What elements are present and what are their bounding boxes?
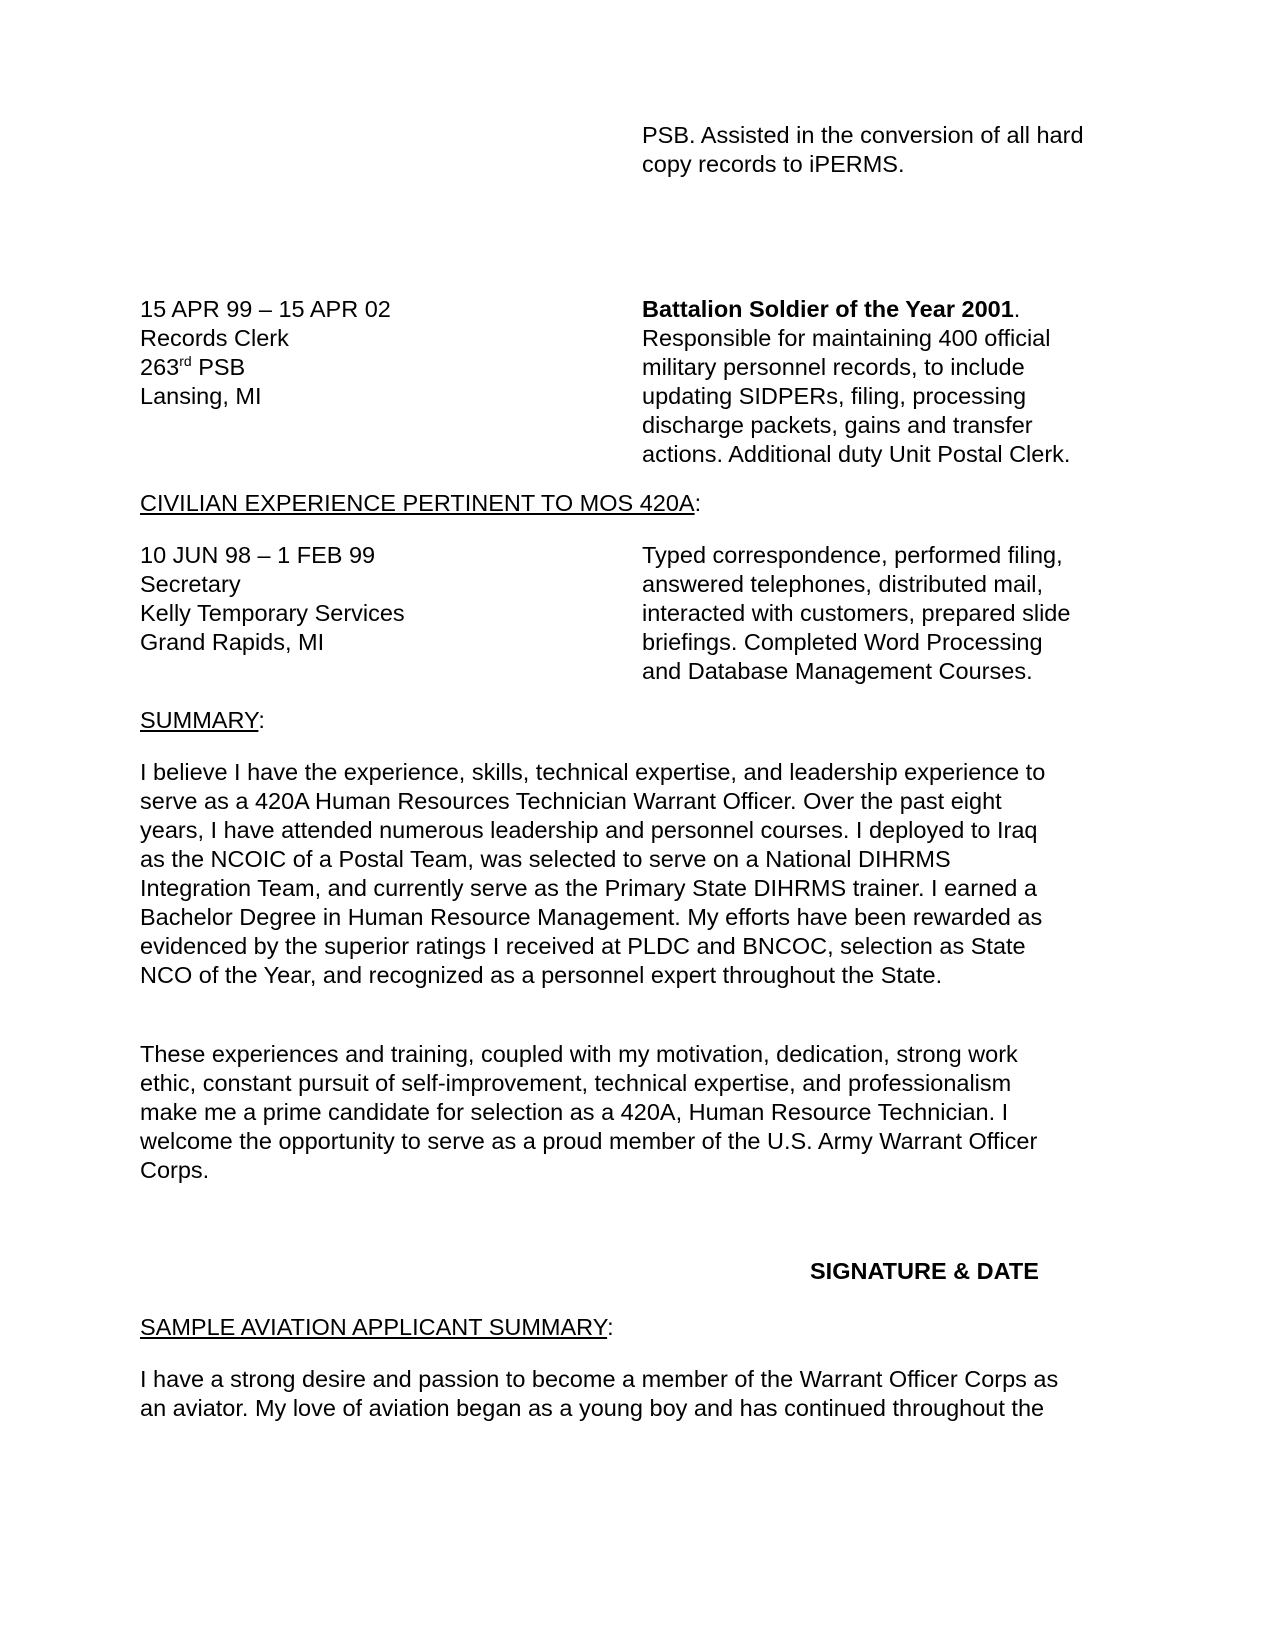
text-line: ethic, constant pursuit of self-improvement, technical expertise, and professionalism [140, 1070, 1012, 1096]
text-line: military personnel records, to include [642, 354, 1025, 380]
text-line: I believe I have the experience, skills, technical expertise, and leadership experience to [140, 759, 1046, 785]
aviation-summary-heading: SAMPLE AVIATION APPLICANT SUMMARY: [140, 1314, 614, 1340]
text-line: make me a prime candidate for selection as a 420A, Human Resource Technician. I [140, 1099, 1009, 1125]
text-line: NCO of the Year, and recognized as a personnel expert throughout the State. [140, 962, 943, 988]
text-line: as the NCOIC of a Postal Team, was selected to serve on a National DIHRMS [140, 846, 951, 872]
aviation-paragraph [140, 1365, 1140, 1423]
civilian-entry-details [140, 541, 580, 657]
entry-title: Records Clerk [140, 325, 289, 351]
text-line: These experiences and training, coupled with my motivation, dedication, strong work [140, 1041, 1018, 1067]
civilian-experience-heading: CIVILIAN EXPERIENCE PERTINENT TO MOS 420A: [140, 490, 702, 516]
text-line: welcome the opportunity to serve as a proud member of the U.S. Army Warrant Officer [140, 1128, 1038, 1154]
top-continuation-text [642, 121, 1162, 179]
text-line: evidenced by the superior ratings I received at PLDC and BNCOC, selection as State [140, 933, 1026, 959]
entry-unit: 263rd PSB [140, 353, 246, 380]
award-title: Battalion Soldier of the Year 2001 [642, 296, 1014, 322]
text-line: Typed correspondence, performed filing, [642, 542, 1063, 568]
summary-paragraph-2 [140, 1040, 1140, 1185]
text-line: interacted with customers, prepared slide [642, 600, 1071, 626]
entry-dates: 15 APR 99 – 15 APR 02 [140, 296, 391, 322]
text-line: copy records to iPERMS. [642, 151, 905, 177]
text-line: Integration Team, and currently serve as the Primary State DIHRMS trainer. I earned a [140, 875, 1037, 901]
entry-title: Secretary [140, 571, 241, 597]
entry-location: Lansing, MI [140, 383, 262, 409]
text-line: and Database Management Courses. [642, 658, 1033, 684]
text-line: discharge packets, gains and transfer [642, 412, 1033, 438]
text-line: serve as a 420A Human Resources Technician Warrant Officer. Over the past eight [140, 788, 1002, 814]
entry-dates: 10 JUN 98 – 1 FEB 99 [140, 542, 376, 568]
entry-employer: Kelly Temporary Services [140, 600, 405, 626]
entry-location: Grand Rapids, MI [140, 629, 325, 655]
award-line: Battalion Soldier of the Year 2001. [642, 296, 1021, 322]
text-line: Bachelor Degree in Human Resource Management. My efforts have been rewarded as [140, 904, 1043, 930]
summary-paragraph-1 [140, 758, 1140, 990]
text-line: Corps. [140, 1157, 210, 1183]
text-line: an aviator. My love of aviation began as a young boy and has continued throughout the [140, 1395, 1045, 1421]
text-line: I have a strong desire and passion to become a member of the Warrant Officer Corps as [140, 1366, 1059, 1392]
civilian-entry-description [642, 541, 1162, 686]
text-line: updating SIDPERs, filing, processing [642, 383, 1027, 409]
text-line: actions. Additional duty Unit Postal Clerk. [642, 441, 1071, 467]
military-entry-details [140, 295, 580, 411]
text-line: Responsible for maintaining 400 official [642, 325, 1051, 351]
text-line: answered telephones, distributed mail, [642, 571, 1044, 597]
text-line: briefings. Completed Word Processing [642, 629, 1043, 655]
text-line: years, I have attended numerous leadership and personnel courses. I deployed to Iraq [140, 817, 1038, 843]
summary-heading: SUMMARY: [140, 707, 265, 733]
signature-date-label: SIGNATURE & DATE [810, 1258, 1039, 1284]
text-line: PSB. Assisted in the conversion of all hard [642, 122, 1084, 148]
military-entry-description [642, 295, 1162, 469]
